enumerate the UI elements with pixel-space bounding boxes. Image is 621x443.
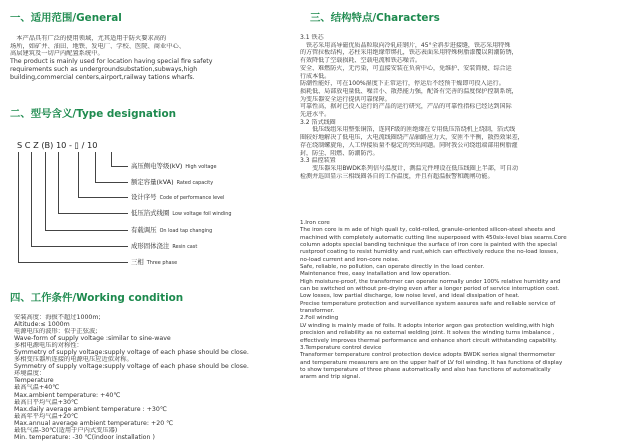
en-line: 1.Iron core — [300, 220, 330, 226]
cn-line: 有效降低了空载损耗、空载电流和铁芯噪音。 — [300, 57, 421, 65]
label-en: High voltage — [185, 164, 217, 170]
cn-line: 3.3 温控装置 — [300, 157, 336, 165]
label-cn: 额定容量(kVA) — [131, 178, 174, 186]
condition-line: Symmetry of supply voltage:supply voltage of each phase should be close. — [14, 349, 249, 357]
cn-line: 防潮性能好，可在100%湿度下正常运行，停运后不经预干燥即可投入运行。 — [300, 80, 505, 88]
general-line: 高层建筑及一切户内配置系统中。 — [10, 50, 104, 58]
section-characters-title: 三、结构特点/Characters — [310, 12, 440, 24]
general-line: 本产品具有广泛的使用领域，尤其适用于防火要求高的 — [10, 35, 167, 42]
connector-line — [58, 152, 59, 213]
leader-line — [95, 182, 128, 183]
cn-line: 圈较好地解决了低电压，大电流线圈绕产品轴路应力大，安匝不平衡，散热效果差， — [300, 134, 524, 142]
left-column — [0, 0, 300, 443]
label-cn: 高压侧电等级(kV) — [131, 162, 183, 170]
label-rated-capacity — [131, 178, 213, 187]
en-line: ararm and trip signal. — [300, 374, 361, 381]
general-text — [10, 35, 295, 81]
en-line: Low losses, low partial discharge, low noise level, and ideal dissipation of heat. — [300, 293, 520, 300]
leader-line — [18, 262, 128, 263]
label-three-phase — [131, 258, 177, 267]
cn-line: 损耗低、局部放电量低、噪音小、散热能力强，配备有完善的温度保护控制系统， — [300, 87, 518, 95]
condition-line: 电源电压的波形：似于正弦波; — [14, 328, 98, 336]
section-general-title: 一、适用范围/General — [10, 12, 122, 24]
label-cn: 三相 — [131, 258, 144, 266]
cn-line: 可靠性高，据对已投入运行的产品的运行研究，产品的可靠性指标已经达到国际 — [300, 103, 512, 111]
condition-line: 多相电源电压的对称性： — [14, 342, 83, 350]
en-line: rustproof coating to resist humidity and rust,which can effectively reduce the no-load losses, — [300, 249, 559, 256]
leader-line — [78, 197, 128, 198]
en-line: 3.Temperature control device — [300, 344, 382, 351]
connector-line — [31, 152, 32, 246]
general-line: The product is mainly used for location having special fire safety — [10, 58, 213, 66]
general-line: requirements such as undergroundsubstation,subways,high — [10, 65, 198, 73]
leader-line — [45, 230, 128, 231]
general-line: 场所，如矿井、油田、地铁、发电厂、学校、医院、商业中心、 — [10, 42, 185, 50]
en-line: to show temperature of three phase automatically and also has functions of automatically — [300, 366, 551, 373]
cn-line: 铁芯采用高导磁优质晶粒取向冷轧硅钢片，45°全斜步进接缝，铁芯采用特殊 — [300, 41, 511, 49]
condition-line: Min. temperature: -30 ℃(indoor installation ) — [14, 433, 155, 441]
cn-line: 检测并巡回显示三相线圈各自的工作温度，并且有超温报警和跳闸功能。 — [300, 172, 494, 180]
cn-line: 3.1 铁芯 — [300, 34, 324, 41]
cn-line: 行成本低。 — [300, 72, 331, 80]
cn-line: 低压线组采用整张铜箔，连同F级的匝绝缘在专用低压箔绕机上绕制，箔式线 — [300, 126, 516, 134]
type-code: S C Z (B) 10 - ▯ / 10 — [17, 140, 98, 150]
label-en: Three phase — [146, 260, 178, 266]
connector-line — [111, 152, 112, 166]
en-line: High moisture-proof, the transformer can operate normally under 100% relative humidity and — [300, 278, 561, 285]
condition-line: Max.daily average ambient temperature : +30℃ — [14, 405, 167, 413]
condition-line: Altitude:≤ 1000m — [14, 321, 70, 329]
en-line: Precise temperature protection and surveillance system assures safe and reliable service of — [300, 300, 556, 307]
en-line: Safe, reliable, no pollution, can operate directly in the load center. — [300, 264, 485, 271]
conditions-text — [14, 314, 298, 441]
leader-line — [31, 246, 128, 247]
label-en: Resin cast — [172, 244, 198, 250]
label-cn: 设计序号 — [131, 193, 157, 201]
cn-line: 的方管拉板结构，芯柱采用绝缘带绑扎，铁芯表面采用特殊树脂漆覆以阴潮防锈， — [300, 49, 518, 57]
en-line: column adopts special banding technique the surface of iron core is painted with the special — [300, 242, 557, 249]
label-foil-winding — [131, 209, 231, 218]
label-cn: 成形固体浇注 — [131, 242, 170, 250]
label-high-voltage — [131, 162, 216, 171]
label-en: Code of performance level — [159, 195, 225, 201]
cn-line: 封，防尘、阻燃、防潮防污。 — [300, 149, 379, 157]
label-performance-level — [131, 193, 224, 202]
en-line: can be switched on without pre-drying even after a longer period of service interruption cost. — [300, 286, 560, 293]
en-line: precision and reliability as no external welding joint. It solves the winding turns imbalance , — [300, 330, 555, 337]
label-en: On load tap changing — [159, 228, 213, 234]
en-line: no-load current and iron-core noise. — [300, 256, 400, 263]
cn-line: 3.2 箔式线圈 — [300, 118, 336, 126]
condition-line: 最高气温+40℃ — [14, 384, 60, 392]
cn-line: 先进水平。 — [300, 111, 331, 119]
cn-line: 存在绕制螺旋角，人工焊接质量不稳定的突出问题。同时我公司绕组端部用树脂灌 — [300, 141, 518, 149]
en-line: 2.Foil winding — [300, 315, 339, 322]
characters-cn-text — [300, 34, 618, 180]
condition-line: Max.ambient temperature: +40℃ — [14, 391, 121, 399]
condition-line: Symmetry of supply voltage:supply voltage of each phase should be close. — [14, 363, 249, 371]
en-line: effectively improves thermal performance and enhance short circuit withstanding capability. — [300, 337, 557, 344]
en-line: Transformer temperature control protection device adopts BWDK series signal thermometer — [300, 352, 556, 359]
condition-line: 安装高度：海拔不超过1000m; — [14, 314, 101, 321]
section-conditions-title: 四、工作条件/Working condition — [10, 292, 184, 304]
cn-line: 变压器采用BWDK系列信号温度计，测温元件埋设在低压线圈上半部，可自动 — [300, 164, 519, 172]
condition-line: 环境温度： — [14, 370, 46, 378]
connector-line — [95, 152, 96, 182]
connector-line — [18, 152, 19, 262]
condition-line: 最高日平均气温+30℃ — [14, 398, 78, 406]
right-column — [300, 0, 621, 443]
cn-line: 安全、难燃防火，无污染，可直接安装在负荷中心，免维护、安装简便、综合运 — [300, 64, 512, 72]
condition-line: Temperature — [14, 377, 54, 385]
label-en: Rated capacity — [176, 180, 214, 186]
label-load-tap — [131, 226, 212, 235]
en-line: transformer. — [300, 308, 335, 315]
condition-line: 最低气温-30℃(适用于户内式变压器) — [14, 426, 118, 434]
label-cn: 有载调压 — [131, 226, 157, 234]
characters-en-text — [300, 220, 618, 382]
general-line: building,commercial centers,airport,railway tations wharfs. — [10, 73, 195, 81]
leader-line — [111, 166, 128, 167]
label-cn: 低压箔式线圈 — [131, 209, 170, 217]
en-line: LV winding is mainly made of foils. It adopts interior argon gas protection welding,with high — [300, 322, 555, 329]
connector-line — [45, 152, 46, 230]
condition-line: Wave-form of supply voltage :similar to sine-wave — [14, 335, 171, 343]
condition-line: 最高年平均气温+20℃ — [14, 412, 78, 420]
label-resin-cast — [131, 242, 197, 251]
condition-line: 多相变压器所连接的电源电压应近似对称。 — [14, 356, 133, 364]
connector-line — [78, 152, 79, 197]
en-line: and temperature measurers are on the upper half of LV foil winding. It has functions of display — [300, 359, 563, 366]
condition-line: Max.annual average ambient temperature: +20 ℃ — [14, 419, 174, 427]
en-line: machined with completely automatic cutting line superposed with 450six-level bias seams.Core — [300, 234, 567, 241]
section-designation-title: 二、型号含义/Type designation — [10, 108, 177, 120]
en-line: Maintenance free, easy installation and low operation. — [300, 271, 451, 278]
label-en: Low voltage foil winding — [172, 211, 232, 217]
leader-line — [58, 213, 128, 214]
cn-line: 为变压器安全运行提供可靠保障。 — [300, 95, 391, 103]
en-line: The iron core is m ade of high quali ty, cold-rolled, granule-oriented silicon-steel sheets and — [300, 227, 555, 234]
